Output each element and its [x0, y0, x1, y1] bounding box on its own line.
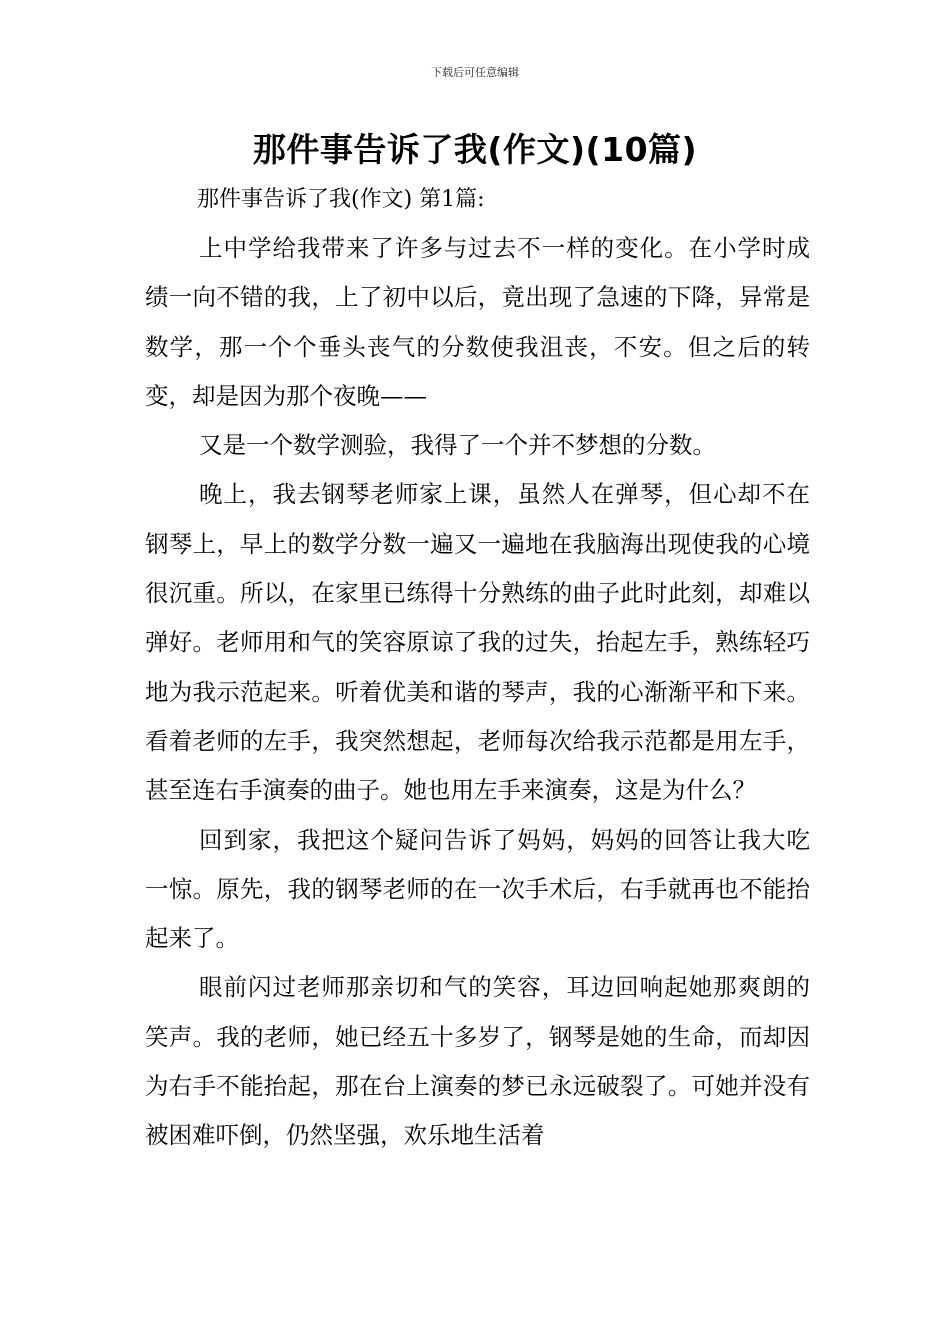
document-title: 那件事告诉了我(作文)(10篇) [252, 130, 698, 169]
paragraph: 又是一个数学测验，我得了一个并不梦想的分数。 [199, 431, 717, 460]
document-body [145, 224, 810, 1161]
paragraph: 晚上，我去钢琴老师家上课，虽然人在弹琴，但心却不在钢琴上，早上的数学分数一遍又一遍地在我脑海出现使我的心境很沉重。所以，在家里已练得十分熟练的曲子此时此刻，却难以弹好。老师用和气的笑容原谅了我的过失，抬起左手，熟练轻巧地为我示范起来。听着优美和谐的琴声，我的心渐渐平和下来。看着老师的左手，我突然想起，老师每次给我示范都是用左手，甚至连右手演奏的曲子。她也用左手来演奏，这是为什么？ [145, 480, 810, 805]
paragraph: 眼前闪过老师那亲切和气的笑容，耳边回响起她那爽朗的笑声。我的老师，她已经五十多岁了，钢琴是她的生命，而却因为右手不能抬起，那在台上演奏的梦已永远破裂了。可她并没有被困难吓倒，仍然坚强，欢乐地生活着 [145, 973, 810, 1150]
paragraph: 上中学给我带来了许多与过去不一样的变化。在小学时成绩一向不错的我，上了初中以后，竟出现了急速的下降，异常是数学，那一个个垂头丧气的分数使我沮丧，不安。但之后的转变，却是因为那个夜晚—— [145, 234, 810, 410]
header-note: 下载后可任意编辑 [431, 66, 519, 79]
paragraph: 回到家，我把这个疑问告诉了妈妈，妈妈的回答让我大吃一惊。原先，我的钢琴老师的在一次手术后，右手就再也不能抬起来了。 [145, 825, 810, 953]
document-subtitle: 那件事告诉了我(作文) 第1篇: [197, 187, 485, 212]
